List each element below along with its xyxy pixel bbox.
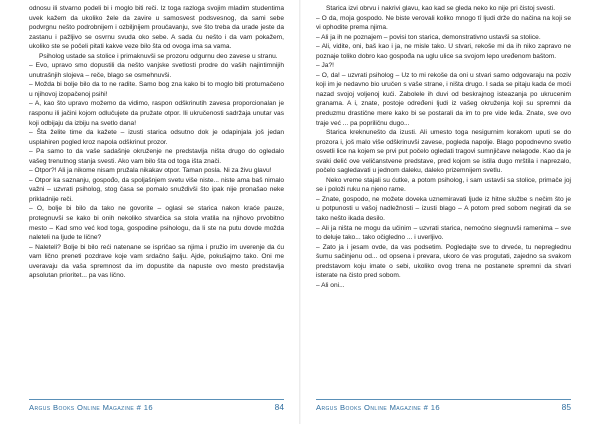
right-page-text — [316, 4, 571, 388]
paragraph: – O da, moja gospodo. Ne biste verovali koliko mnogo tî ljudi drže do načina na koji se vi ophodite prema njima. — [316, 14, 571, 32]
left-page-text — [29, 4, 284, 388]
paragraph: – A, kao što upravo možemo da vidimo, raspon odškrinutih zavesa proporcionalan je rasponu ili jačini kojom odlučujete da pružate otpor. Ili ukručenosti sadržaja unutar vas koji odbijaju da izbiju na svetlo dana! — [29, 100, 284, 127]
paragraph: – O, bolje bi bilo da tako ne govorite – oglasi se starica nakon kraće pauze, protegnuvši se kako bi onih nekoliko stvarčica sa stola vratila na njihovo prvobitno mesto – Kad smo već kod toga, gospodine psihologu, da li ste na putu dovde možda naleteli na ljude te lične? — [29, 205, 284, 242]
paragraph: – Ja?! — [316, 62, 334, 70]
page-number: 84 — [274, 402, 284, 412]
paragraph: – Znate, gospodo, ne možete doveka uznemiravati ljude iz hitne službe s nečim što je u potpunosti u vašoj nadležnosti – izusti blago – A potom pred sobom negirati da se tako nešto ikada desilo. — [316, 195, 571, 223]
page-number: 85 — [561, 402, 571, 412]
paragraph: – Otpor ka saznanju, gospođo, da spoljašnjem svetu više niste... niste ama baš nimalo važni – uzvrati psiholog, stog časa se pomalo snuždivši što ipak nije pronašao neke prikladnije reči. — [29, 176, 284, 203]
paragraph: – Evo, upravo smo dopustili da nešto vanjske svetlosti prodre do vaših najintimnijih unutrašnjih slojeva – reče, blago se osmehnuvši. — [29, 62, 284, 79]
paragraph: – Šta želite time da kažete – izusti starica odsutno dok je odapinjala još jedan usplahiren pogled kroz napola odškrinut prozor. — [29, 129, 284, 146]
paragraph: – Ali ja ništa ne mogu da učinim – uzvrati starica, nemoćno slegnuvši ramenima – sve to deluje tako... tako očigledno ... i uverljivo. — [316, 224, 571, 242]
magazine-title: Argus Books Online Magazine # 16 — [29, 403, 153, 412]
right-page-footer — [316, 399, 571, 414]
paragraph: Starica kreknunešto da izusti. Ali umesto toga nesigurnim korakom uputi se do prozora i, još malo više odškrinuvši zavese, pogleda napolje. Blago popodnevno svetlo osvetli lice na kojem se prvi put počelo ogledati tragovi sumnjičave nelagode. Kao da je svaki delić ove veličanstvene predstave, pred kojom se istila dugo mrštila i naprezalo, počelo sagledavati u jednom daleku, daleko prizemnijem svetlu. — [316, 129, 571, 175]
paragraph: Neko vreme stajali su ćutke, a potom psiholog, i sam ustavši sa stolice, primače joj se i položi ruku na njeno rame. — [316, 176, 571, 194]
paragraph: odnosu ili stvarno podeli bi i moglo biti reči. Iz toga razloga svojim mladim studentima uvek kažem da ukoliko žele da zavire u samosvest podsvesnog, da sami sebe podvrgnu nešto podrobnijem i ozbiljnijem proučavanju, sve što treba da urade jeste da zastanu i pažljivo se osvrnu svuda oko sebe. A sada ću nešto i da vam pokažem, ukoliko ste se počeli pitati kakve veze bilo šta od ovoga ima sa vama. — [29, 5, 284, 51]
paragraph: – Naleteli? Bolje bi bilo reći natenane se ispričao sa njima i pružio im uverenje da ću vam lično preneti pozdrave koje vam srdačno šalju. Ajde, pokušajmo tako. Oni me uveravaju da vaša spremnost da im dopustite da napuste ovo mesto predstavlja apsolutan prioritet... pa vas lično. — [29, 243, 284, 280]
right-page — [301, 0, 600, 424]
paragraph: – Otpor?! Ali ja nikome nisam pružala nikakav otpor. Taman posla. Ni za živu glavu! — [29, 167, 272, 175]
paragraph: – O, da! – uzvrati psiholog – Uz to mi rekoše da oni u stvari samo odgovaraju na poziv koji im je nedavno bio uručen s vaše strane, i ništa drugo. I sada se pitaju kada će moći nazad svojoj voljenoj kući. Zabolele ih duvi od beskrajnog isteazanja po ukrucenim granama. A i, znate, postoje određeni ljudi iz vašeg okruženja koji su spremni da preduzmu drastične mere kako bi se postarali da im to pre vide leđa. Znate, sve ovo traje već ... pa popriličnu dugo... — [316, 71, 571, 127]
paragraph: – Zato ja i jesam ovde, da vas podsetim. Pogledajte sve to drveće, tu nepreglednu šumu sačinjenu od... od opsena i prevara, ukoro će vas progutati, zajedno sa svakom predstavom koju imate o sebi, ukoliko ovog trena ne postanete spremni da stvari isterate na čisto pred sobom. — [316, 243, 571, 280]
paragraph: – Ali ja ih ne poznajem – povisi ton starica, demonstrativno ustavši sa stolice. — [316, 33, 541, 41]
paragraph: – Možda bi bolje bilo da to ne radite. Samo bog zna kako bi to moglo biti protumačeno u njihovoj izopačenoj psihi! — [29, 81, 284, 98]
paragraph: – Ali, vidite, oni, baš kao i ja, ne misle tako. U stvari, rekoše mi da ih niko zapravo ne poznaje toliko dobro kao gospođa na uglu ulice sa svojom lepo uređenom baštom. — [316, 43, 571, 60]
left-page — [0, 0, 299, 424]
magazine-title: Argus Books Online Magazine # 16 — [316, 403, 440, 412]
paragraph: Starica izvi obrvu i nakrivi glavu, kao kad se gleda neko ko nije pri čistoj svesti. — [326, 5, 556, 12]
paragraph: – Pa samo to da vaše sadašnje okruženje ne predstavlja ništa drugo do ogledalo vašeg trenutnog stanja svesti. Ako vam bilo šta od toga išta znači. — [29, 148, 284, 165]
paragraph: – Ali oni... — [316, 281, 345, 289]
paragraph: Psiholog ustade sa stolice i primaknuvši se prozoru odgurnu deo zavese u stranu. — [39, 52, 278, 60]
left-page-footer — [29, 399, 284, 414]
